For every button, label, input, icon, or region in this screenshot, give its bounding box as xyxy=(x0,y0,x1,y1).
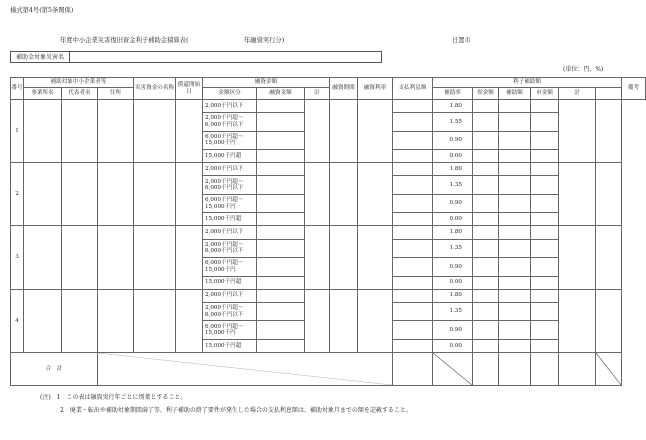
amount-class-cell: 6,000千円超～ 15,000千円 xyxy=(203,258,257,277)
row-number: 4 xyxy=(11,289,24,352)
city-amount-cell[interactable] xyxy=(531,276,559,289)
amount-class-cell: 2,000千円超～ 6,000千円以下 xyxy=(203,239,257,258)
address-cell[interactable] xyxy=(98,226,134,289)
office-name-cell[interactable] xyxy=(24,289,62,352)
loan-rate-cell[interactable] xyxy=(358,226,393,289)
subsidy-rate-cell: 1.35 xyxy=(433,239,473,258)
address-cell[interactable] xyxy=(98,163,134,226)
header-fund: 災害資金の名称 xyxy=(134,78,176,100)
subsidy-amount-cell[interactable] xyxy=(499,150,531,163)
subsidy-amount-cell[interactable] xyxy=(499,213,531,226)
amount-class-cell: 2,000千円以下 xyxy=(203,226,257,239)
subject-label: 補助金対象災害名 xyxy=(11,52,70,62)
pref-amount-cell[interactable] xyxy=(473,163,499,176)
amount-class-cell: 2,000千円超～ 6,000千円以下 xyxy=(203,302,257,321)
city-amount-cell[interactable] xyxy=(531,289,559,302)
table-row xyxy=(11,163,646,176)
subsidy-rate-cell: 1.80 xyxy=(433,226,473,239)
loan-rate-cell[interactable] xyxy=(358,289,393,352)
fund-name-cell[interactable] xyxy=(134,163,176,226)
city-amount-cell[interactable] xyxy=(531,100,559,113)
note-2: 2 廃業・転出や補助対象期間満了等、利子補助の終了要件が発生した場合の支払利息額は、補助対象月までの額を記載すること。 xyxy=(60,407,412,414)
loan-amount-cell[interactable] xyxy=(257,131,305,150)
interest-cell[interactable] xyxy=(393,163,433,176)
loan-amount-cell[interactable] xyxy=(257,213,305,226)
loan-total-cell[interactable] xyxy=(305,226,330,289)
row-number: 1 xyxy=(11,100,24,163)
header-addr: 住所 xyxy=(98,88,134,100)
subsidy-rate-cell: 0.90 xyxy=(433,131,473,150)
interest-cell[interactable] xyxy=(393,258,433,277)
city-amount-cell[interactable] xyxy=(531,176,559,195)
city-amount-cell[interactable] xyxy=(531,213,559,226)
subsidy-amount-cell[interactable] xyxy=(499,276,531,289)
pref-amount-cell[interactable] xyxy=(473,339,499,352)
header-no: 番号 xyxy=(11,78,24,100)
row-number: 3 xyxy=(11,226,24,289)
subject-field[interactable] xyxy=(10,51,382,63)
page-title: 年度中小企業災害復旧資金利子補助金積算表( xyxy=(60,37,189,44)
fund-name-cell[interactable] xyxy=(134,289,176,352)
representative-cell[interactable] xyxy=(62,163,98,226)
subsidy-total-cell[interactable] xyxy=(559,100,596,163)
header-start: 償還開始日 xyxy=(176,78,203,100)
office-name-cell[interactable] xyxy=(24,163,62,226)
subsidy-table xyxy=(10,77,646,386)
interest-cell[interactable] xyxy=(393,321,433,340)
subsidy-rate-cell: 0.90 xyxy=(433,321,473,340)
subsidy-rate-cell: 1.80 xyxy=(433,163,473,176)
interest-cell[interactable] xyxy=(393,226,433,239)
table-row xyxy=(11,100,646,113)
fund-name-cell[interactable] xyxy=(134,100,176,163)
subsidy-amount-cell[interactable] xyxy=(499,226,531,239)
total-slash-cell xyxy=(98,353,393,386)
header-pref: 県金額 xyxy=(473,88,499,100)
fund-name-cell[interactable] xyxy=(134,226,176,289)
representative-cell[interactable] xyxy=(62,226,98,289)
subsidy-amount-cell[interactable] xyxy=(499,239,531,258)
total-sub-amount[interactable] xyxy=(499,353,531,386)
amount-class-cell: 2,000千円以下 xyxy=(203,100,257,113)
city-amount-cell[interactable] xyxy=(531,150,559,163)
pref-amount-cell[interactable] xyxy=(473,100,499,113)
address-cell[interactable] xyxy=(98,100,134,163)
city-amount-cell[interactable] xyxy=(531,302,559,321)
table-row xyxy=(11,289,646,302)
interest-cell[interactable] xyxy=(393,113,433,132)
pref-amount-cell[interactable] xyxy=(473,289,499,302)
start-date-cell[interactable] xyxy=(176,163,203,226)
header-subsidy: 利子補助額 xyxy=(433,78,622,88)
subsidy-rate-cell: 0.90 xyxy=(433,194,473,213)
interest-cell[interactable] xyxy=(393,339,433,352)
pref-amount-cell[interactable] xyxy=(473,194,499,213)
loan-amount-cell[interactable] xyxy=(257,239,305,258)
header-rate: 融資利率 xyxy=(358,78,393,100)
subsidy-amount-cell[interactable] xyxy=(499,131,531,150)
header-rep: 代表者名 xyxy=(62,88,98,100)
city-amount-cell[interactable] xyxy=(531,321,559,340)
office-name-cell[interactable] xyxy=(24,226,62,289)
total-sub-total[interactable] xyxy=(559,353,596,386)
office-name-cell[interactable] xyxy=(24,100,62,163)
subsidy-rate-cell: 1.80 xyxy=(433,100,473,113)
subsidy-amount-cell[interactable] xyxy=(499,113,531,132)
interest-cell[interactable] xyxy=(393,239,433,258)
subsidy-rate-cell: 0.00 xyxy=(433,339,473,352)
subsidy-rate-cell: 0.90 xyxy=(433,258,473,277)
subsidy-rate-cell: 1.35 xyxy=(433,302,473,321)
total-label: 合 計 xyxy=(11,353,98,386)
note-cell[interactable] xyxy=(596,226,622,289)
table-body xyxy=(11,100,646,353)
amount-class-cell: 15,000千円超 xyxy=(203,276,257,289)
pref-amount-cell[interactable] xyxy=(473,150,499,163)
amount-class-cell: 2,000千円以下 xyxy=(203,289,257,302)
header-loan-amount: 融資金額 xyxy=(257,88,305,100)
header-sub-rate: 補助率 xyxy=(433,88,473,100)
row-number: 2 xyxy=(11,163,24,226)
subsidy-amount-cell[interactable] xyxy=(499,258,531,277)
loan-amount-cell[interactable] xyxy=(257,150,305,163)
loan-amount-cell[interactable] xyxy=(257,113,305,132)
subsidy-amount-cell[interactable] xyxy=(499,302,531,321)
representative-cell[interactable] xyxy=(62,289,98,352)
header-sub-total: 計 xyxy=(559,88,596,100)
subsidy-total-cell[interactable] xyxy=(559,163,596,226)
city-amount-cell[interactable] xyxy=(531,339,559,352)
total-rate-slash xyxy=(433,353,473,386)
interest-cell[interactable] xyxy=(393,176,433,195)
table-row xyxy=(11,226,646,239)
city-amount-cell[interactable] xyxy=(531,226,559,239)
loan-amount-cell[interactable] xyxy=(257,258,305,277)
loan-rate-cell[interactable] xyxy=(358,100,393,163)
loan-amount-cell[interactable] xyxy=(257,100,305,113)
interest-cell[interactable] xyxy=(393,194,433,213)
note-cell[interactable] xyxy=(596,100,622,163)
amount-class-cell: 6,000千円超～ 15,000千円 xyxy=(203,194,257,213)
header-city-amount: 市金額 xyxy=(531,88,559,100)
representative-cell[interactable] xyxy=(62,100,98,163)
form-number: 様式第4号(第5条関係) xyxy=(10,7,74,14)
loan-total-cell[interactable] xyxy=(305,100,330,163)
loan-amount-cell[interactable] xyxy=(257,276,305,289)
header-loan-total: 計 xyxy=(305,88,330,100)
amount-class-cell: 2,000千円超～ 6,000千円以下 xyxy=(203,113,257,132)
loan-amount-cell[interactable] xyxy=(257,194,305,213)
subsidy-rate-cell: 0.00 xyxy=(433,150,473,163)
subsidy-amount-cell[interactable] xyxy=(499,100,531,113)
note-cell[interactable] xyxy=(596,289,622,352)
header-target: 補助対象中小企業者等 xyxy=(24,78,134,88)
interest-cell[interactable] xyxy=(393,289,433,302)
interest-cell[interactable] xyxy=(393,131,433,150)
city-name: 日置市 xyxy=(452,37,471,44)
amount-class-cell: 6,000千円超～ 15,000千円 xyxy=(203,131,257,150)
subsidy-total-cell[interactable] xyxy=(559,226,596,289)
city-amount-cell[interactable] xyxy=(531,113,559,132)
city-amount-cell[interactable] xyxy=(531,258,559,277)
amount-class-cell: 6,000千円超～ 15,000千円 xyxy=(203,321,257,340)
subsidy-amount-cell[interactable] xyxy=(499,194,531,213)
subsidy-rate-cell: 1.80 xyxy=(433,289,473,302)
amount-class-cell: 15,000千円超 xyxy=(203,213,257,226)
interest-cell[interactable] xyxy=(393,150,433,163)
pref-amount-cell[interactable] xyxy=(473,302,499,321)
loan-rate-cell[interactable] xyxy=(358,163,393,226)
loan-amount-cell[interactable] xyxy=(257,226,305,239)
loan-period-cell[interactable] xyxy=(330,289,358,352)
total-city-amount[interactable] xyxy=(531,353,559,386)
loan-total-cell[interactable] xyxy=(305,289,330,352)
unit-label: (単位：円、%) xyxy=(563,66,604,73)
amount-class-cell: 15,000千円超 xyxy=(203,339,257,352)
pref-amount-cell[interactable] xyxy=(473,176,499,195)
pref-amount-cell[interactable] xyxy=(473,131,499,150)
interest-cell[interactable] xyxy=(393,276,433,289)
pref-amount-cell[interactable] xyxy=(473,213,499,226)
header-sub-amount: 補助額 xyxy=(499,88,531,100)
header-office: 事業所名 xyxy=(24,88,62,100)
subsidy-total-cell[interactable] xyxy=(559,289,596,352)
start-date-cell[interactable] xyxy=(176,289,203,352)
header-interest: 支払利息額 xyxy=(393,78,433,100)
pref-amount-cell[interactable] xyxy=(473,321,499,340)
amount-class-cell: 2,000千円以下 xyxy=(203,163,257,176)
pref-amount-cell[interactable] xyxy=(473,226,499,239)
loan-amount-cell[interactable] xyxy=(257,339,305,352)
loan-amount-cell[interactable] xyxy=(257,176,305,195)
total-pref[interactable] xyxy=(473,353,499,386)
pref-amount-cell[interactable] xyxy=(473,113,499,132)
subsidy-amount-cell[interactable] xyxy=(499,163,531,176)
city-amount-cell[interactable] xyxy=(531,163,559,176)
total-interest[interactable] xyxy=(393,353,433,386)
pref-amount-cell[interactable] xyxy=(473,239,499,258)
address-cell[interactable] xyxy=(98,289,134,352)
loan-amount-cell[interactable] xyxy=(257,321,305,340)
note-1: (注) 1 この表は融資実行年ごとに別葉とすること。 xyxy=(40,394,187,401)
amount-class-cell: 15,000千円超 xyxy=(203,150,257,163)
subsidy-amount-cell[interactable] xyxy=(499,289,531,302)
loan-period-cell[interactable] xyxy=(330,163,358,226)
subsidy-amount-cell[interactable] xyxy=(499,176,531,195)
loan-total-cell[interactable] xyxy=(305,163,330,226)
subsidy-rate-cell: 1.35 xyxy=(433,176,473,195)
total-note-slash xyxy=(596,353,622,386)
note-cell[interactable] xyxy=(596,163,622,226)
pref-amount-cell[interactable] xyxy=(473,258,499,277)
page-subtitle: 年融資実行分) xyxy=(244,37,285,44)
loan-period-cell[interactable] xyxy=(330,100,358,163)
city-amount-cell[interactable] xyxy=(531,194,559,213)
interest-cell[interactable] xyxy=(393,213,433,226)
loan-amount-cell[interactable] xyxy=(257,163,305,176)
header-note: 備考 xyxy=(622,78,646,100)
loan-period-cell[interactable] xyxy=(330,226,358,289)
start-date-cell[interactable] xyxy=(176,226,203,289)
loan-amount-cell[interactable] xyxy=(257,289,305,302)
subsidy-amount-cell[interactable] xyxy=(499,339,531,352)
start-date-cell[interactable] xyxy=(176,100,203,163)
city-amount-cell[interactable] xyxy=(531,131,559,150)
interest-cell[interactable] xyxy=(393,100,433,113)
subsidy-rate-cell: 0.00 xyxy=(433,276,473,289)
header-period: 融資期間 xyxy=(330,78,358,100)
subsidy-rate-cell: 0.00 xyxy=(433,213,473,226)
interest-cell[interactable] xyxy=(393,302,433,321)
loan-amount-cell[interactable] xyxy=(257,302,305,321)
header-amount-class: 金額区分 xyxy=(203,88,257,100)
header-loan: 融資金額 xyxy=(203,78,330,88)
amount-class-cell: 2,000千円超～ 6,000千円以下 xyxy=(203,176,257,195)
subsidy-rate-cell: 1.55 xyxy=(433,113,473,132)
city-amount-cell[interactable] xyxy=(531,239,559,258)
subsidy-amount-cell[interactable] xyxy=(499,321,531,340)
pref-amount-cell[interactable] xyxy=(473,276,499,289)
